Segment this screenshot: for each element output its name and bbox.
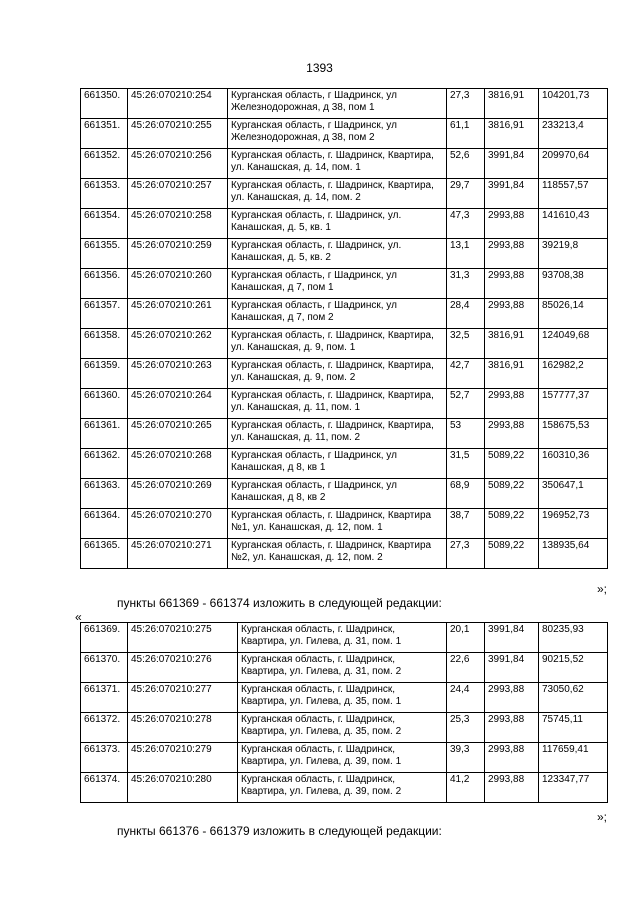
cadastral-number-cell: 45:26:070210:255 — [128, 119, 228, 149]
address-cell: Курганская область, г. Шадринск, Квартира, ул. Гилева, д. 35, пом. 2 — [238, 713, 447, 743]
table-row — [81, 509, 608, 539]
row-number-cell: 661350. — [81, 89, 128, 119]
table-row — [81, 623, 608, 653]
row-number-cell: 661362. — [81, 449, 128, 479]
page-number: 1393 — [306, 61, 333, 75]
total-value-cell: 39219,8 — [539, 239, 608, 269]
total-value-cell: 73050,62 — [539, 683, 608, 713]
cadastral-number-cell: 45:26:070210:271 — [128, 539, 228, 569]
table-row — [81, 743, 608, 773]
table-row — [81, 773, 608, 803]
price-per-unit-cell: 5089,22 — [485, 539, 539, 569]
cadastral-number-cell: 45:26:070210:275 — [128, 623, 238, 653]
table-row — [81, 653, 608, 683]
total-value-cell: 196952,73 — [539, 509, 608, 539]
address-cell: Курганская область, г. Шадринск, Квартира, ул. Гилева, д. 35, пом. 1 — [238, 683, 447, 713]
total-value-cell: 350647,1 — [539, 479, 608, 509]
address-cell: Курганская область, г. Шадринск, ул. Канашская, д. 5, кв. 2 — [228, 239, 447, 269]
table-row — [81, 269, 608, 299]
cadastral-number-cell: 45:26:070210:269 — [128, 479, 228, 509]
table-row — [81, 329, 608, 359]
row-number-cell: 661361. — [81, 419, 128, 449]
cadastral-number-cell: 45:26:070210:276 — [128, 653, 238, 683]
price-per-unit-cell: 3991,84 — [485, 149, 539, 179]
closing-quote-mark: »; — [596, 582, 607, 596]
cadastral-number-cell: 45:26:070210:263 — [128, 359, 228, 389]
row-number-cell: 661364. — [81, 509, 128, 539]
cadastral-number-cell: 45:26:070210:278 — [128, 713, 238, 743]
table-row — [81, 149, 608, 179]
total-value-cell: 233213,4 — [539, 119, 608, 149]
area-cell: 22,6 — [447, 653, 485, 683]
table-row — [81, 119, 608, 149]
address-cell: Курганская область, г Шадринск, ул Железнодорожная, д 38, пом 1 — [228, 89, 447, 119]
price-per-unit-cell: 3816,91 — [485, 119, 539, 149]
row-number-cell: 661372. — [81, 713, 128, 743]
row-number-cell: 661363. — [81, 479, 128, 509]
cadastral-number-cell: 45:26:070210:270 — [128, 509, 228, 539]
total-value-cell: 93708,38 — [539, 269, 608, 299]
price-per-unit-cell: 5089,22 — [485, 479, 539, 509]
price-per-unit-cell: 5089,22 — [485, 449, 539, 479]
opening-quote-mark: « — [75, 610, 82, 624]
area-cell: 53 — [447, 419, 485, 449]
address-cell: Курганская область, г. Шадринск, Квартира, ул. Гилева, д. 39, пом. 2 — [238, 773, 447, 803]
row-number-cell: 661354. — [81, 209, 128, 239]
row-number-cell: 661355. — [81, 239, 128, 269]
area-cell: 31,5 — [447, 449, 485, 479]
cadastral-number-cell: 45:26:070210:262 — [128, 329, 228, 359]
address-cell: Курганская область, г. Шадринск, Квартира, ул. Канашская, д. 11, пом. 2 — [228, 419, 447, 449]
total-value-cell: 75745,11 — [539, 713, 608, 743]
cadastral-number-cell: 45:26:070210:260 — [128, 269, 228, 299]
total-value-cell: 123347,77 — [539, 773, 608, 803]
table-row — [81, 179, 608, 209]
total-value-cell: 160310,36 — [539, 449, 608, 479]
address-cell: Курганская область, г. Шадринск, Квартира, ул. Канашская, д. 11, пом. 1 — [228, 389, 447, 419]
price-per-unit-cell: 3991,84 — [485, 623, 539, 653]
table-row — [81, 209, 608, 239]
table-row — [81, 389, 608, 419]
price-per-unit-cell: 2993,88 — [485, 239, 539, 269]
address-cell: Курганская область, г Шадринск, ул Канашская, д 7, пом 1 — [228, 269, 447, 299]
cadastral-number-cell: 45:26:070210:256 — [128, 149, 228, 179]
address-cell: Курганская область, г Шадринск, ул Канашская, д 8, кв 1 — [228, 449, 447, 479]
area-cell: 29,7 — [447, 179, 485, 209]
table-row — [81, 359, 608, 389]
instruction-text: пункты 661369 - 661374 изложить в следующей редакции: — [117, 596, 442, 610]
area-cell: 47,3 — [447, 209, 485, 239]
total-value-cell: 209970,64 — [539, 149, 608, 179]
table-row — [81, 539, 608, 569]
registry-table-2 — [80, 622, 608, 803]
total-value-cell: 104201,73 — [539, 89, 608, 119]
cadastral-number-cell: 45:26:070210:257 — [128, 179, 228, 209]
row-number-cell: 661369. — [81, 623, 128, 653]
address-cell: Курганская область, г. Шадринск, Квартира, ул. Канашская, д. 14, пом. 2 — [228, 179, 447, 209]
row-number-cell: 661374. — [81, 773, 128, 803]
instruction-text: пункты 661376 - 661379 изложить в следующей редакции: — [117, 824, 442, 838]
price-per-unit-cell: 2993,88 — [485, 419, 539, 449]
total-value-cell: 162982,2 — [539, 359, 608, 389]
price-per-unit-cell: 3816,91 — [485, 89, 539, 119]
area-cell: 38,7 — [447, 509, 485, 539]
total-value-cell: 85026,14 — [539, 299, 608, 329]
total-value-cell: 118557,57 — [539, 179, 608, 209]
area-cell: 31,3 — [447, 269, 485, 299]
price-per-unit-cell: 2993,88 — [485, 299, 539, 329]
price-per-unit-cell: 2993,88 — [485, 209, 539, 239]
row-number-cell: 661365. — [81, 539, 128, 569]
address-cell: Курганская область, г. Шадринск, Квартира №2, ул. Канашская, д. 12, пом. 2 — [228, 539, 447, 569]
area-cell: 39,3 — [447, 743, 485, 773]
row-number-cell: 661353. — [81, 179, 128, 209]
table-row — [81, 683, 608, 713]
price-per-unit-cell: 3991,84 — [485, 653, 539, 683]
total-value-cell: 117659,41 — [539, 743, 608, 773]
address-cell: Курганская область, г Шадринск, ул Железнодорожная, д 38, пом 2 — [228, 119, 447, 149]
area-cell: 28,4 — [447, 299, 485, 329]
row-number-cell: 661357. — [81, 299, 128, 329]
total-value-cell: 141610,43 — [539, 209, 608, 239]
price-per-unit-cell: 2993,88 — [485, 773, 539, 803]
area-cell: 68,9 — [447, 479, 485, 509]
price-per-unit-cell: 2993,88 — [485, 743, 539, 773]
address-cell: Курганская область, г. Шадринск, Квартира, ул. Канашская, д. 9, пом. 2 — [228, 359, 447, 389]
address-cell: Курганская область, г. Шадринск, Квартира, ул. Гилева, д. 39, пом. 1 — [238, 743, 447, 773]
row-number-cell: 661359. — [81, 359, 128, 389]
price-per-unit-cell: 2993,88 — [485, 389, 539, 419]
area-cell: 52,6 — [447, 149, 485, 179]
total-value-cell: 80235,93 — [539, 623, 608, 653]
cadastral-number-cell: 45:26:070210:265 — [128, 419, 228, 449]
cadastral-number-cell: 45:26:070210:261 — [128, 299, 228, 329]
total-value-cell: 138935,64 — [539, 539, 608, 569]
table-row — [81, 89, 608, 119]
area-cell: 27,3 — [447, 539, 485, 569]
price-per-unit-cell: 2993,88 — [485, 269, 539, 299]
area-cell: 24,4 — [447, 683, 485, 713]
row-number-cell: 661351. — [81, 119, 128, 149]
total-value-cell: 124049,68 — [539, 329, 608, 359]
total-value-cell: 90215,52 — [539, 653, 608, 683]
row-number-cell: 661358. — [81, 329, 128, 359]
cadastral-number-cell: 45:26:070210:280 — [128, 773, 238, 803]
area-cell: 41,2 — [447, 773, 485, 803]
address-cell: Курганская область, г Шадринск, ул Канашская, д 7, пом 2 — [228, 299, 447, 329]
row-number-cell: 661373. — [81, 743, 128, 773]
cadastral-number-cell: 45:26:070210:268 — [128, 449, 228, 479]
address-cell: Курганская область, г Шадринск, ул Канашская, д 8, кв 2 — [228, 479, 447, 509]
total-value-cell: 158675,53 — [539, 419, 608, 449]
table-row — [81, 419, 608, 449]
row-number-cell: 661371. — [81, 683, 128, 713]
address-cell: Курганская область, г. Шадринск, Квартира, ул. Гилева, д. 31, пом. 2 — [238, 653, 447, 683]
area-cell: 20,1 — [447, 623, 485, 653]
area-cell: 32,5 — [447, 329, 485, 359]
address-cell: Курганская область, г. Шадринск, Квартира №1, ул. Канашская, д. 12, пом. 1 — [228, 509, 447, 539]
cadastral-number-cell: 45:26:070210:264 — [128, 389, 228, 419]
price-per-unit-cell: 3816,91 — [485, 329, 539, 359]
price-per-unit-cell: 5089,22 — [485, 509, 539, 539]
area-cell: 25,3 — [447, 713, 485, 743]
area-cell: 27,3 — [447, 89, 485, 119]
area-cell: 42,7 — [447, 359, 485, 389]
table-row — [81, 479, 608, 509]
closing-quote-mark: »; — [596, 810, 607, 824]
row-number-cell: 661356. — [81, 269, 128, 299]
table-row — [81, 449, 608, 479]
cadastral-number-cell: 45:26:070210:277 — [128, 683, 238, 713]
table-row — [81, 299, 608, 329]
table-row — [81, 713, 608, 743]
table-row — [81, 239, 608, 269]
price-per-unit-cell: 2993,88 — [485, 713, 539, 743]
row-number-cell: 661370. — [81, 653, 128, 683]
cadastral-number-cell: 45:26:070210:259 — [128, 239, 228, 269]
cadastral-number-cell: 45:26:070210:258 — [128, 209, 228, 239]
address-cell: Курганская область, г. Шадринск, Квартира, ул. Канашская, д. 14, пом. 1 — [228, 149, 447, 179]
row-number-cell: 661352. — [81, 149, 128, 179]
address-cell: Курганская область, г. Шадринск, Квартира, ул. Гилева, д. 31, пом. 1 — [238, 623, 447, 653]
area-cell: 13,1 — [447, 239, 485, 269]
address-cell: Курганская область, г. Шадринск, Квартира, ул. Канашская, д. 9, пом. 1 — [228, 329, 447, 359]
cadastral-number-cell: 45:26:070210:254 — [128, 89, 228, 119]
price-per-unit-cell: 3816,91 — [485, 359, 539, 389]
area-cell: 61,1 — [447, 119, 485, 149]
price-per-unit-cell: 3991,84 — [485, 179, 539, 209]
address-cell: Курганская область, г. Шадринск, ул. Канашская, д. 5, кв. 1 — [228, 209, 447, 239]
area-cell: 52,7 — [447, 389, 485, 419]
registry-table-1 — [80, 88, 608, 569]
cadastral-number-cell: 45:26:070210:279 — [128, 743, 238, 773]
price-per-unit-cell: 2993,88 — [485, 683, 539, 713]
total-value-cell: 157777,37 — [539, 389, 608, 419]
row-number-cell: 661360. — [81, 389, 128, 419]
